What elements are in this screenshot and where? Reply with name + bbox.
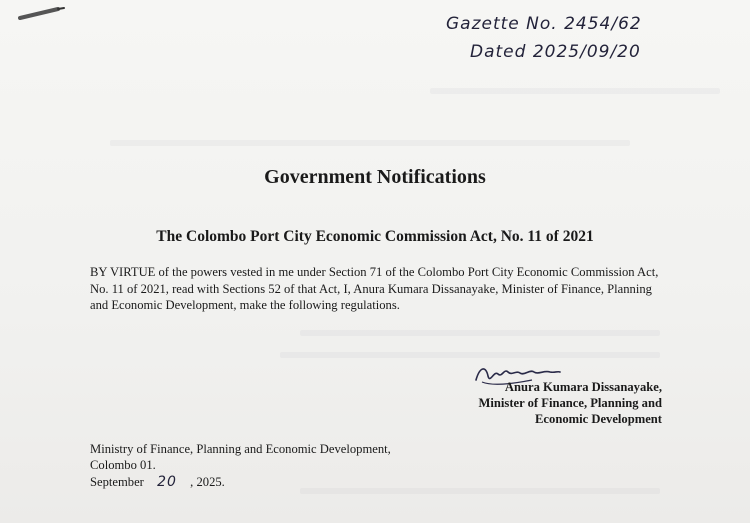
- signatory-title-line1: Minister of Finance, Planning and: [478, 396, 662, 410]
- handwritten-gazette-number: Gazette No. 2454/62: [446, 14, 642, 34]
- bleed-through-mark: [280, 352, 660, 358]
- notice-body: BY VIRTUE of the powers vested in me under Section 71 of the Colombo Port City Economic Commission Act, No. 11 of 2021, read with Sections 52 of that Act, I, Anura Kumara Dissanayake, Minister of Finance, Planning and Economic Development, make the following regulations.: [90, 265, 659, 312]
- bleed-through-mark: [300, 330, 660, 336]
- bleed-through-mark: [430, 88, 720, 94]
- bleed-through-mark: [110, 140, 630, 146]
- date-day-handwritten: 20: [157, 473, 177, 490]
- pen-stroke-mark: [18, 6, 66, 20]
- ministry-city: Colombo 01.: [90, 458, 156, 473]
- date-month: September: [90, 474, 144, 489]
- act-title: The Colombo Port City Economic Commission Act, No. 11 of 2021: [156, 228, 594, 245]
- ministry-name: Ministry of Finance, Planning and Economic Development,: [90, 442, 391, 456]
- signature-block: [442, 360, 662, 432]
- signatory-name: Anura Kumara Dissanayake,: [504, 380, 662, 394]
- handwritten-dated: Dated 2025/09/20: [470, 42, 641, 62]
- signing-date: [90, 474, 450, 490]
- signatory-title-line2: Economic Development: [535, 412, 662, 426]
- page-title: Government Notifications: [264, 166, 486, 188]
- ministry-address-block: [90, 441, 450, 490]
- date-year: , 2025.: [190, 474, 225, 489]
